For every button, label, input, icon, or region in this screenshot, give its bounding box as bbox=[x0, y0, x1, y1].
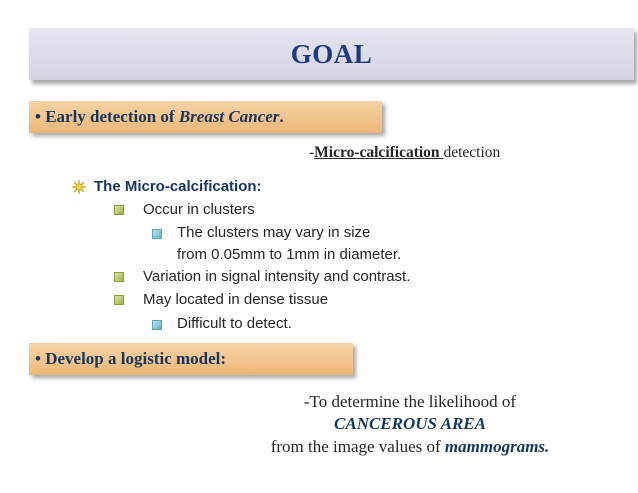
micro-item-clusters: Occur in clusters bbox=[143, 201, 255, 218]
green-square-bullet-icon bbox=[114, 205, 124, 215]
logistic-line-2: CANCEROUS AREA bbox=[334, 414, 486, 433]
logistic-line-3-prefix: from the image values of bbox=[270, 437, 445, 456]
detection-prefix: - bbox=[309, 144, 315, 161]
micro-item-variation: Variation in signal intensity and contrast. bbox=[143, 268, 411, 285]
micro-sub-difficult: Difficult to detect. bbox=[177, 315, 292, 332]
micro-heading: The Micro-calcification: bbox=[94, 178, 262, 195]
detection-underlined: Micro-calcification bbox=[314, 144, 444, 161]
detection-suffix: detection bbox=[443, 144, 501, 161]
banner-text-prefix: Early detection of bbox=[45, 107, 175, 126]
micro-item-dense: May located in dense tissue bbox=[143, 291, 329, 308]
logistic-line-3 bbox=[230, 437, 590, 457]
green-square-bullet-icon bbox=[114, 272, 124, 282]
banner-bullet: • bbox=[35, 349, 41, 368]
teal-square-bullet-icon bbox=[152, 320, 162, 330]
micro-sub-size: The clusters may vary in size bbox=[177, 224, 371, 241]
green-square-bullet-icon bbox=[114, 295, 124, 305]
goal-banner-logistic-model bbox=[29, 343, 353, 375]
teal-square-bullet-icon bbox=[152, 229, 162, 239]
banner-bullet: • bbox=[35, 107, 41, 126]
micro-sub-range: from 0.05mm to 1mm in diameter. bbox=[177, 246, 402, 263]
banner-text-suffix: . bbox=[279, 107, 284, 126]
detection-line bbox=[309, 144, 500, 162]
slide-title: GOAL bbox=[290, 38, 373, 69]
sun-bullet-icon bbox=[72, 180, 86, 194]
banner-text: Develop a logistic model: bbox=[45, 349, 227, 368]
goal-banner-early-detection bbox=[29, 101, 382, 133]
logistic-line-3-emph: mammograms. bbox=[444, 437, 550, 456]
banner-text-emph: Breast Cancer bbox=[178, 107, 280, 126]
logistic-line-1: -To determine the likelihood of bbox=[303, 392, 517, 411]
title-box bbox=[29, 28, 634, 80]
